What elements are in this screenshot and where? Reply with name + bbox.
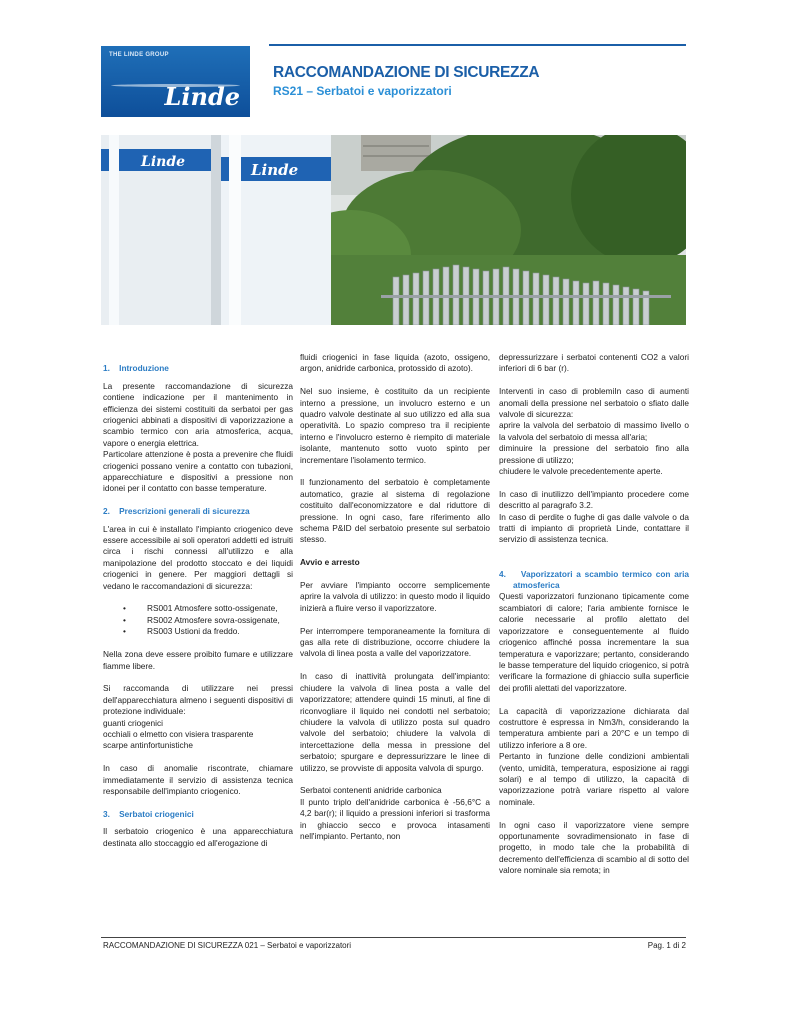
paragraph: diminuire la pressione del serbatoio fino alla pressione di utilizzo;	[499, 443, 689, 465]
tanks-photo-drawing	[101, 135, 686, 325]
section-heading-vaporizzatori: 4. Vaporizzatori a scambio termico con aria atmosferica	[499, 568, 689, 591]
page-title: RACCOMANDAZIONE DI SICUREZZA	[273, 64, 540, 81]
ppe-item: guanti criogenici	[103, 717, 163, 728]
section-heading-prescrizioni: 2. Prescrizioni generali di sicurezza	[103, 506, 250, 517]
logo-wordmark: Linde	[164, 82, 240, 111]
list-item: • RS003 Ustioni da freddo.	[147, 626, 293, 637]
paragraph: fluidi criogenici in fase liquida (azoto, ossigeno, argon, anidride carbonica, protossido di azoto).	[300, 352, 490, 374]
paragraph: Nella zona deve essere proibito fumare e utilizzare fiamme libere.	[103, 649, 293, 671]
paragraph: Il punto triplo dell'anidride carbonica è -56,6°C a 4,2 bar(r); il liquido a pressioni inferiori si trasforma in ghiaccio secco e provoca intasamenti nell'impianto. Pertanto, non	[300, 796, 490, 841]
subheading-avvio-arresto: Avvio e arresto	[300, 557, 360, 568]
footer-rule	[101, 937, 686, 938]
paragraph: Si raccomanda di utilizzare nei pressi dell'apparecchiatura almeno i seguenti dispositivi di protezione individuale:	[103, 683, 293, 717]
paragraph: La capacità di vaporizzazione dichiarata dal costruttore è espressa in Nm3/h, considerando la temperatura ambiente pari a 20°C e un tempo di utilizzo inferiore a 8 ore.	[499, 705, 689, 750]
paragraph: depressurizzare i serbatoi contenenti CO2 a valori inferiori di 6 bar (r).	[499, 352, 689, 374]
paragraph: chiudere le valvole precedentemente aperte.	[499, 466, 663, 477]
linde-logo	[101, 46, 250, 117]
paragraph: Per interrompere temporaneamente la fornitura di gas alla rete di distribuzione, occorre chiudere la valvola di linea posta a valle del vaporizzatore.	[300, 625, 490, 659]
paragraph: L'area in cui è installato l'impianto criogenico deve essere accessibile ai soli operatori addetti ed istruiti circa i rischi connessi all'utilizzo e alla manipolazione del prodotto stoccato e dei liquidi criogenici in genere. Per maggiori dettagli si vedano le raccomandazioni di sicurezza:	[103, 523, 293, 591]
column-1	[103, 352, 293, 849]
footer-document-title: RACCOMANDAZIONE DI SICUREZZA 021 – Serbatoi e vaporizzatori	[103, 941, 352, 950]
logo-group-text: THE LINDE GROUP	[109, 52, 169, 58]
section-heading-serbatoi: 3. Serbatoi criogenici	[103, 808, 194, 819]
paragraph: In caso di inutilizzo dell'impianto procedere come descritto al paragrafo 3.2.	[499, 488, 689, 511]
header-rule	[269, 44, 686, 46]
paragraph: In ogni caso il vaporizzatore viene sempre opportunamente sovradimensionato in fase di progetto, in modo tale che la probabilità di decremento dell'efficienza di scambio al di sotto del valore nominale sia remota; in	[499, 819, 689, 876]
safety-recommendations-list	[103, 603, 293, 637]
ppe-item: scarpe antinfortunistiche	[103, 740, 193, 751]
paragraph: In caso di perdite o fughe di gas dalle valvole o da tratti di impianto di proprietà Linde, contattare il servizio di assistenza tecnica.	[499, 511, 689, 545]
paragraph: Questi vaporizzatori funzionano tipicamente come scambiatori di calore; l'aria ambiente fornisce le calorie necessarie al profilo alettato del vaporizzatore e conseguentemente al fluido criogenico affinché possa incrementare la sua temperatura e vaporizzare; pertanto, considerando le basse temperature del liquido criogenico, si potrà verificare la formazione di ghiaccio sulla superficie dei profili alettati del vaporizzatore.	[499, 591, 689, 693]
list-item: • RS002 Atmosfere sovra-ossigenate,	[147, 615, 293, 626]
paragraph: Per avviare l'impianto occorre semplicemente aprire la valvola di utilizzo: in questo modo il liquido inizierà a fluire verso il vaporizzatore.	[300, 580, 490, 613]
section-heading-introduzione: 1. Introduzione	[103, 363, 169, 374]
page-number: Pag. 1 di 2	[647, 941, 686, 950]
svg-text:Linde: Linde	[251, 161, 299, 179]
paragraph: In caso di anomalie riscontrate, chiamare immediatamente il servizio di assistenza tecnica responsabile dell'impianto criogenico.	[103, 763, 293, 796]
svg-text:Linde: Linde	[141, 154, 186, 170]
list-item: • RS001 Atmosfere sotto-ossigenate,	[147, 603, 293, 614]
paragraph: Particolare attenzione è posta a prevenire che fluidi criogenici possano venire a contatto con tubazioni, apparecchiature e dispositivi a pressione non idonei per il contatto con basse temperature.	[103, 449, 293, 494]
paragraph: Nel suo insieme, è costituito da un recipiente interno a pressione, un involucro esterno e un quadro valvole destinate al suo utilizzo ed alla sua operatività. Lo spazio compreso tra il recipiente interno e l'involucro esterno è riempito di materiale isolante, mantenuto sotto vuoto spinto per incrementare l'isolamento termico.	[300, 386, 490, 465]
column-3	[499, 352, 689, 877]
paragraph: aprire la valvola del serbatoio di massimo livello o la valvola del serbatoio di messa all'aria;	[499, 420, 689, 442]
page-subtitle: RS21 – Serbatoi e vaporizzatori	[273, 84, 452, 98]
paragraph: Il funzionamento del serbatoio è completamente automatico, grazie al sistema di regolazione costituito dall'economizzatore e dal riduttore di pressione. In ogni caso, fare riferimento allo schema P&ID del serbatoio presente sul serbatoio stesso.	[300, 477, 490, 545]
paragraph: La presente raccomandazione di sicurezza contiene indicazione per il mantenimento in efficienza dei sistemi costituiti da serbatoi per gas criogenici abbinati a dispositivi di vaporizzazione a scambio termico con aria atmosferica, acqua, vapore o energia elettrica.	[103, 380, 293, 448]
paragraph: In caso di inattività prolungata dell'impianto: chiudere la valvola di linea posta a valle del vaporizzatore; attendere quindi 15 minuti, al fine di riconvogliare il liquido nei condotti nel serbatoio; chiudere la valvola di utilizzo posta sul quadro valvole del serbatoio; chiudere la valvola di intercettazione della messa in pressione del serbatoio; spurgare e depressurizzare le linee di utilizzo, se provviste di apposita valvola di spurgo.	[300, 671, 490, 773]
paragraph: Il serbatoio criogenico è una apparecchiatura destinata allo stoccaggio ed all'erogazione di	[103, 826, 293, 848]
tanks-photo	[101, 135, 686, 325]
paragraph: Serbatoi contenenti anidride carbonica	[300, 785, 442, 796]
paragraph: Interventi in caso di problemiIn caso di aumenti anomali della pressione nel serbatoio o sfiato dalle valvole di sicurezza:	[499, 386, 689, 420]
column-2	[300, 352, 490, 842]
paragraph: Pertanto in funzione delle condizioni ambientali (vento, umidità, temperatura, esposizione ai raggi solari) e al tempo di utilizzo, la capacità di vaporizzazione potrà variare rispetto al valore nominale.	[499, 751, 689, 807]
ppe-item: occhiali o elmetto con visiera trasparente	[103, 728, 254, 739]
